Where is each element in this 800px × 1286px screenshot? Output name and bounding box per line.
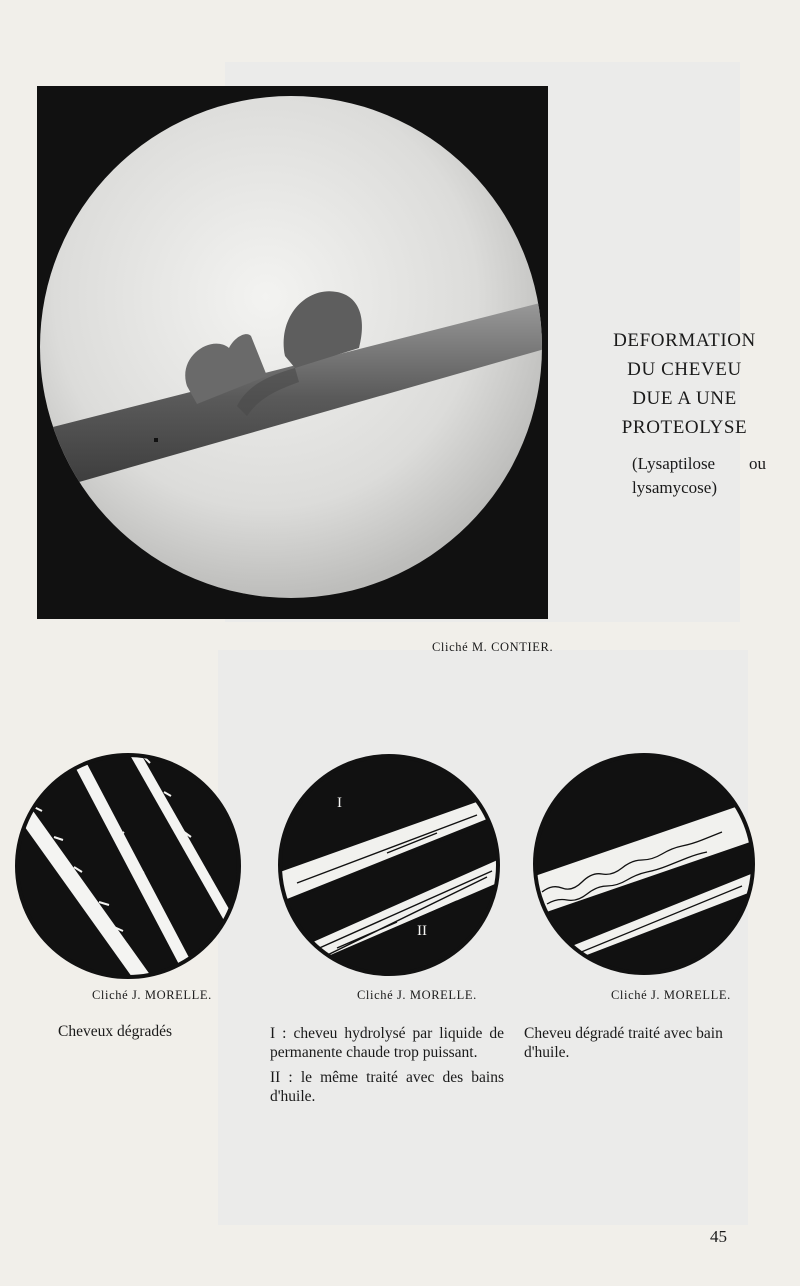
- caption-line: DU CHEVEU: [627, 359, 742, 380]
- description-text: Cheveu dégradé traité avec bain d'huile.: [524, 1025, 723, 1061]
- caption-line: DEFORMATION: [613, 330, 756, 351]
- hair-micrograph-photo: [37, 86, 548, 619]
- description-text: Cheveux dégradés: [58, 1023, 173, 1040]
- label-i: I: [337, 795, 342, 811]
- page-number: 45: [710, 1227, 727, 1246]
- caption-line: PROTEOLYSE: [621, 417, 748, 438]
- drawing-description: [524, 1024, 760, 1068]
- drawing-description: [58, 1022, 218, 1047]
- drawing-description: [270, 1024, 504, 1112]
- drawing-hydrolysed-hair: [277, 753, 502, 978]
- photo-caption-title: [602, 326, 767, 442]
- photo-credit: Cliché M. CONTIER.: [432, 640, 554, 654]
- label-ii: II: [417, 923, 427, 939]
- drawing-credit: Cliché J. MORELLE.: [611, 988, 731, 1002]
- description-text: II : le même traité avec des bains d'huile.: [270, 1069, 504, 1105]
- drawing-credit: Cliché J. MORELLE.: [92, 988, 212, 1002]
- drawing-degraded-hairs: [14, 752, 242, 980]
- caption-line: DUE A UNE: [632, 388, 737, 409]
- description-text: I : cheveu hydrolysé par liquide de permanente chaude trop puissant.: [270, 1025, 504, 1061]
- drawing-credit: Cliché J. MORELLE.: [357, 988, 477, 1002]
- photo-caption-subtitle: (Lysaptilose ou lysamycose): [632, 454, 766, 497]
- drawing-oiled-hair: [532, 752, 756, 976]
